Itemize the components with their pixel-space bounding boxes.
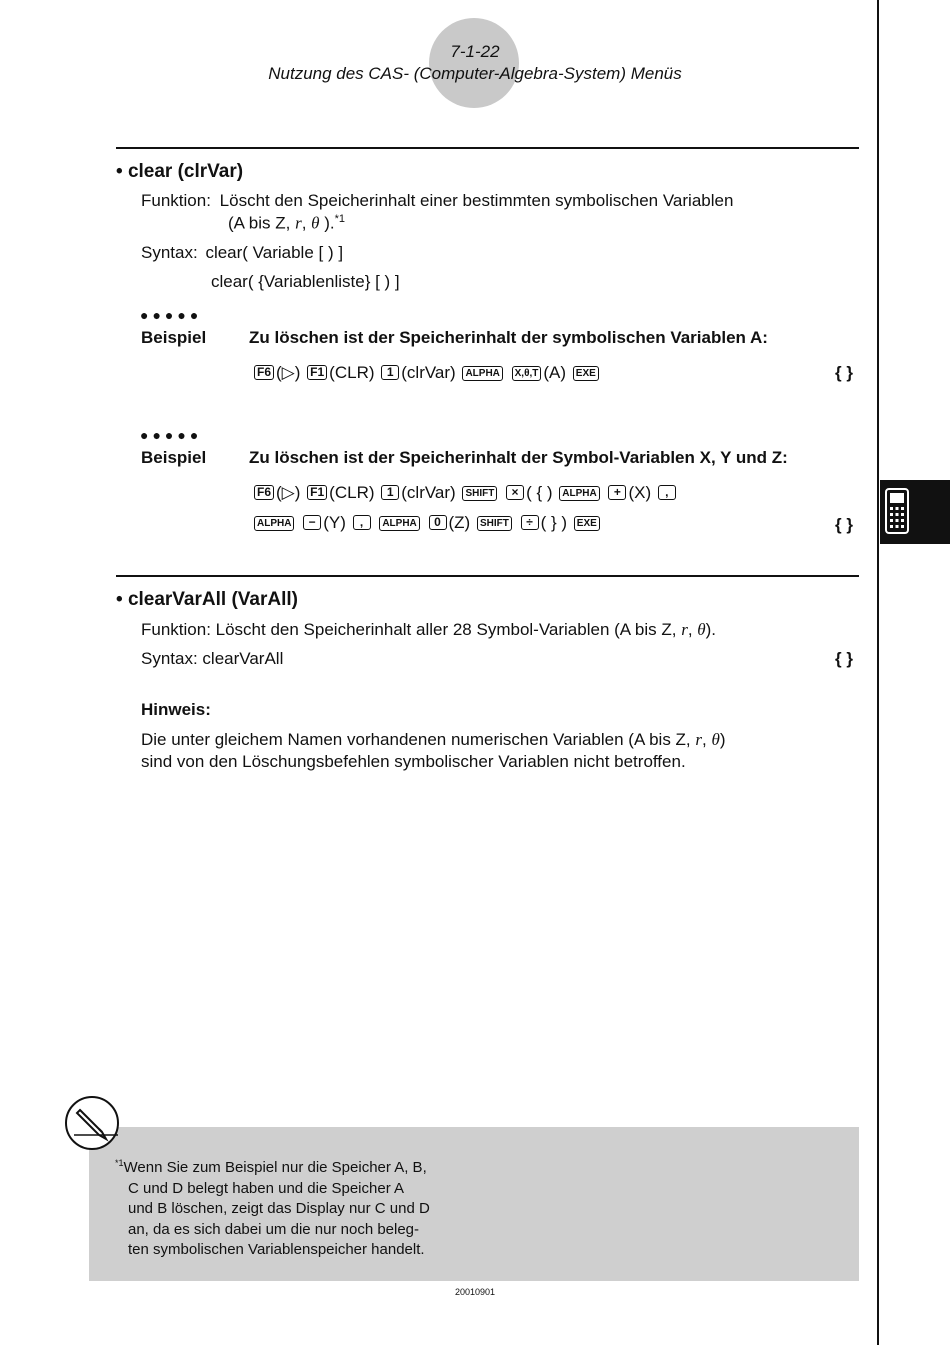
section-title-clear: • clear (clrVar) [116, 161, 244, 182]
variable-theta: θ [311, 213, 320, 233]
key-alpha: ALPHA [254, 516, 294, 531]
key-f6: F6 [254, 365, 274, 380]
funktion-text-2: (A bis Z, [228, 213, 296, 233]
section-title-text: clearVarAll (VarAll) [127, 589, 298, 610]
hinweis-title: Hinweis: [141, 700, 211, 719]
key-alpha: ALPHA [559, 486, 599, 501]
funktion-line [141, 191, 733, 211]
variable-r: r [681, 620, 688, 639]
footnote-line [115, 1153, 430, 1179]
key-label: ( } ) [540, 513, 568, 532]
key-exe: EXE [574, 516, 600, 531]
hinweis-line-2: sind von den Löschungsbefehlen symbolischer Variablen nicht betroffen. [141, 752, 686, 771]
section-divider [116, 147, 859, 149]
key-0: 0 [429, 515, 447, 530]
key-shift: SHIFT [477, 516, 512, 531]
syntax-2: clear( {Variablenliste} [ ) ] [211, 272, 400, 291]
syntax-1: clear( Variable [ ) ] [205, 243, 344, 262]
example-label: Beispiel [141, 448, 207, 467]
key-exe: EXE [573, 366, 599, 381]
braces-marker: { } [835, 515, 853, 534]
footnote-line: C und D belegt haben und die Speicher A [128, 1179, 405, 1197]
key-label: (CLR) [329, 363, 375, 382]
key-sequence-2b [252, 513, 602, 533]
footnote-text [115, 1153, 430, 1261]
key-label: (clrVar) [401, 483, 456, 502]
footnote-line: an, da es sich dabei um die nur noch beleg- [128, 1220, 420, 1238]
pencil-icon [64, 1095, 120, 1151]
key-1: 1 [381, 485, 399, 500]
separator: , [702, 730, 712, 749]
example-dots: ●●●●● [140, 427, 203, 443]
key-1: 1 [381, 365, 399, 380]
syntax-label: Syntax: [141, 243, 198, 262]
example-text: Zu löschen ist der Speicherinhalt der symbolischen Variablen A: [249, 328, 768, 347]
key-label: (A) [543, 363, 567, 382]
calculator-icon [880, 480, 950, 544]
key-shift: SHIFT [462, 486, 497, 501]
braces-marker: { } [835, 363, 853, 382]
key-sequence-2a [252, 483, 678, 503]
braces-marker: { } [835, 649, 853, 668]
key-comma: , [658, 485, 676, 500]
funktion-text-2-end: ). [319, 213, 335, 233]
separator: , [687, 620, 698, 639]
footnote-line: ten symbolischen Variablenspeicher handelt. [128, 1241, 425, 1258]
hinweis-text-end: ) [719, 730, 726, 749]
key-label: (Y) [323, 513, 346, 532]
key-comma: , [353, 515, 371, 530]
footnote-line-text: Wenn Sie zum Beispiel nur die Speicher A, B, [123, 1159, 427, 1176]
funktion-line-2 [228, 213, 345, 234]
key-minus: − [303, 515, 321, 530]
footnote-ref: *1 [334, 213, 346, 225]
syntax-line-1 [141, 243, 343, 263]
separator: , [301, 213, 312, 233]
key-label: (▷) [276, 363, 301, 382]
key-xthetat: X,θ,T [512, 366, 542, 381]
key-label: ( { ) [526, 483, 553, 502]
variable-theta: θ [711, 730, 720, 749]
key-label: (▷) [276, 483, 301, 502]
variable-r: r [695, 730, 702, 749]
header-circle-decoration [429, 18, 519, 108]
footnote-line: und B löschen, zeigt das Display nur C und D [128, 1200, 430, 1217]
hinweis-text: Die unter gleichem Namen vorhandenen numerischen Variablen (A bis Z, [141, 730, 696, 749]
key-label: (X) [628, 483, 652, 502]
key-f1: F1 [307, 485, 327, 500]
funktion-text-end: ). [705, 620, 717, 639]
key-alpha: ALPHA [379, 516, 419, 531]
key-multiply: × [506, 485, 524, 500]
key-sequence-1 [252, 363, 601, 383]
page-title: Nutzung des CAS- (Computer-Algebra-System) Menüs [268, 64, 682, 83]
page-number: 7-1-22 [450, 42, 500, 61]
variable-theta: θ [697, 620, 706, 639]
section-title-text: clear (clrVar) [127, 161, 244, 182]
section-title-clearvarall: • clearVarAll (VarAll) [116, 589, 298, 610]
chapter-tab [880, 480, 950, 544]
key-label: (CLR) [329, 483, 375, 502]
example-text: Zu löschen ist der Speicherinhalt der Symbol-Variablen X, Y und Z: [249, 448, 788, 467]
key-f1: F1 [307, 365, 327, 380]
funktion-text: Funktion: Löscht den Speicherinhalt aller 28 Symbol-Variablen (A bis Z, [141, 620, 682, 639]
syntax-line: Syntax: clearVarAll [141, 649, 284, 668]
key-divide: ÷ [521, 515, 539, 530]
footer-code: 20010901 [454, 1287, 496, 1297]
funktion-label: Funktion: [141, 191, 211, 210]
key-alpha: ALPHA [462, 366, 502, 381]
example-label: Beispiel [141, 328, 207, 347]
footnote-marker: *1 [115, 1158, 124, 1168]
section-divider [116, 575, 859, 577]
variable-r: r [295, 213, 302, 233]
key-f6: F6 [254, 485, 274, 500]
key-plus: + [608, 485, 626, 500]
hinweis-line-1 [141, 730, 725, 750]
funktion-text: Löscht den Speicherinhalt einer bestimmten symbolischen Variablen [219, 191, 734, 210]
example-dots: ●●●●● [140, 307, 203, 323]
key-label: (Z) [448, 513, 471, 532]
right-margin-rule [877, 0, 879, 1345]
key-label: (clrVar) [401, 363, 456, 382]
funktion-line [141, 620, 716, 640]
